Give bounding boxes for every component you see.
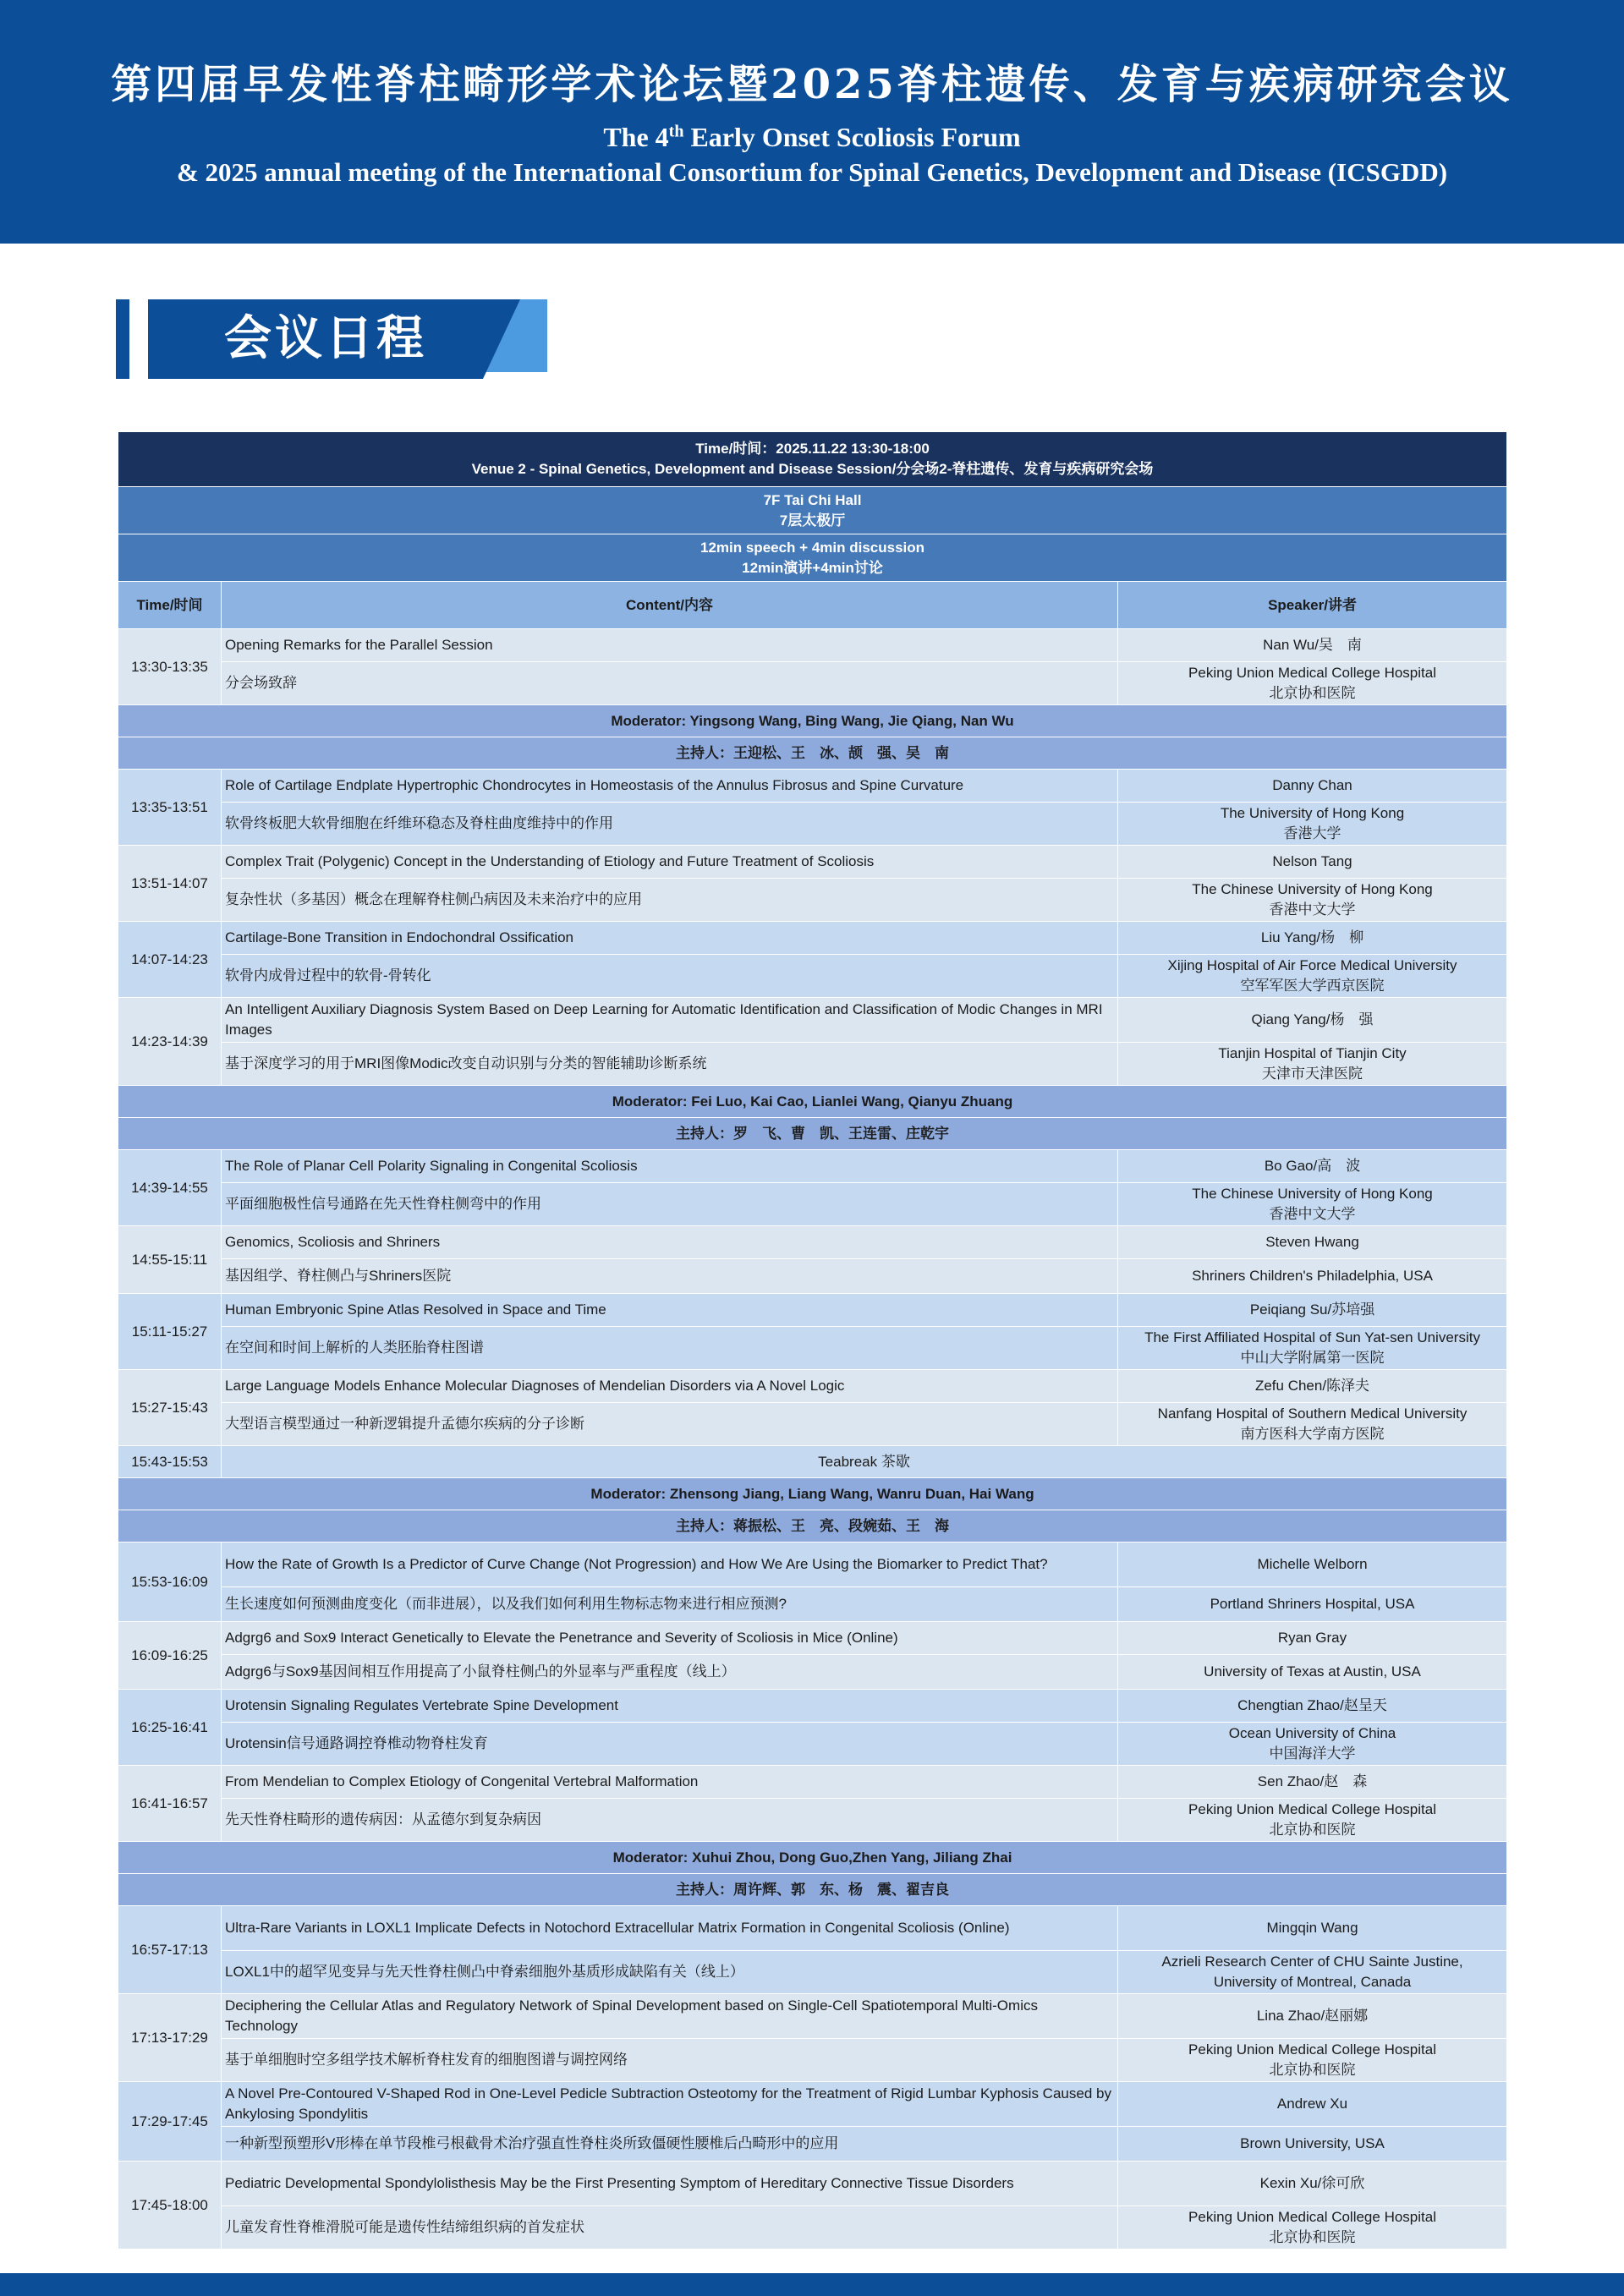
header-banner xyxy=(0,0,1624,244)
affiliation-line1: Ocean University of China xyxy=(1228,1725,1396,1741)
speaker-affiliation xyxy=(1118,1259,1507,1294)
talk-row-cn xyxy=(118,803,1507,846)
time-cell: 15:43-15:53 xyxy=(118,1446,222,1478)
speaker-name: Qiang Yang/杨 强 xyxy=(1118,998,1507,1043)
affiliation-line1: Peking Union Medical College Hospital xyxy=(1188,2209,1436,2225)
format-cn: 12min演讲+4min讨论 xyxy=(742,559,883,576)
talk-title-cn: 大型语言模型通过一种新逻辑提升孟德尔疾病的分子诊断 xyxy=(222,1403,1118,1446)
break-row xyxy=(118,1446,1507,1478)
time-cell: 15:11-15:27 xyxy=(118,1294,222,1370)
speaker-name: Nan Wu/吴 南 xyxy=(1118,629,1507,662)
speaker-affiliation xyxy=(1118,1403,1507,1446)
talk-title-en: Cartilage-Bone Transition in Endochondral Ossification xyxy=(222,922,1118,955)
speaker-affiliation xyxy=(1118,1587,1507,1622)
talk-row-cn xyxy=(118,1183,1507,1226)
title-english-line2: & 2025 annual meeting of the International Consortium for Spinal Genetics, Development and Disease (ICSGDD) xyxy=(176,157,1448,187)
hall-cn: 7层太极厅 xyxy=(779,512,846,529)
moderator-row xyxy=(118,1510,1507,1543)
talk-title-cn: 在空间和时间上解析的人类胚胎脊柱图谱 xyxy=(222,1327,1118,1370)
hall-info xyxy=(118,487,1507,534)
hall-en: 7F Tai Chi Hall xyxy=(763,491,862,508)
section-title: 会议日程 xyxy=(224,311,427,366)
section-heading xyxy=(116,299,547,379)
schedule-table xyxy=(118,431,1507,2249)
column-header-speaker: Speaker/讲者 xyxy=(1118,582,1507,629)
speaker-name: Danny Chan xyxy=(1118,770,1507,803)
talk-title-en: How the Rate of Growth Is a Predictor of Curve Change (Not Progression) and How We Are Using the Biomarker to Predict That? xyxy=(222,1543,1118,1587)
session-info xyxy=(118,432,1507,487)
talk-title-cn: Urotensin信号通路调控脊椎动物脊柱发育 xyxy=(222,1723,1118,1766)
talk-row-cn xyxy=(118,2039,1507,2082)
talk-row-cn xyxy=(118,1723,1507,1766)
talk-row xyxy=(118,2082,1507,2127)
speaker-name: Peiqiang Su/苏培强 xyxy=(1118,1294,1507,1327)
speaker-affiliation xyxy=(1118,879,1507,922)
talk-title-en: Opening Remarks for the Parallel Session xyxy=(222,629,1118,662)
talk-row xyxy=(118,1294,1507,1327)
talk-row-cn xyxy=(118,1799,1507,1842)
moderator-row xyxy=(118,705,1507,737)
speaker-affiliation xyxy=(1118,1951,1507,1994)
talk-row xyxy=(118,1622,1507,1655)
affiliation-line1: Peking Union Medical College Hospital xyxy=(1188,1801,1436,1817)
speaker-name: Michelle Welborn xyxy=(1118,1543,1507,1587)
moderator-text: Moderator: Fei Luo, Kai Cao, Lianlei Wang, Qianyu Zhuang xyxy=(118,1086,1507,1118)
talk-row xyxy=(118,1226,1507,1259)
title-english xyxy=(0,120,1624,154)
talk-title-en: Ultra-Rare Variants in LOXL1 Implicate Defects in Notochord Extracellular Matrix Formation in Congenital Scoliosis (Online) xyxy=(222,1906,1118,1951)
session-venue: Venue 2 - Spinal Genetics, Development and Disease Session/分会场2-脊柱遗传、发育与疾病研究会场 xyxy=(471,461,1154,477)
time-cell: 15:53-16:09 xyxy=(118,1543,222,1622)
time-cell: 14:39-14:55 xyxy=(118,1150,222,1226)
affiliation-line2: 香港中文大学 xyxy=(1269,1206,1356,1222)
speaker-name: Bo Gao/高 波 xyxy=(1118,1150,1507,1183)
moderator-text: Moderator: Yingsong Wang, Bing Wang, Jie Qiang, Nan Wu xyxy=(118,705,1507,737)
talk-title-cn: 基因组学、脊柱侧凸与Shriners医院 xyxy=(222,1259,1118,1294)
speaker-affiliation xyxy=(1118,1043,1507,1086)
time-cell: 14:07-14:23 xyxy=(118,922,222,998)
moderator-row xyxy=(118,1086,1507,1118)
title-en-sup: th xyxy=(668,122,684,141)
affiliation-line1: Brown University, USA xyxy=(1240,2135,1385,2151)
title-chinese: 第四届早发性脊柱畸形学术论坛暨2025脊柱遗传、发育与疾病研究会议 xyxy=(111,61,1513,108)
speaker-name: Liu Yang/杨 柳 xyxy=(1118,922,1507,955)
speaker-affiliation xyxy=(1118,1183,1507,1226)
section-accent-bar xyxy=(116,299,129,379)
affiliation-line1: Peking Union Medical College Hospital xyxy=(1188,2041,1436,2058)
affiliation-line1: Azrieli Research Center of CHU Sainte Justine, xyxy=(1161,1954,1463,1970)
affiliation-line2: University of Montreal, Canada xyxy=(1213,1974,1412,1990)
talk-row-cn xyxy=(118,1043,1507,1086)
moderator-row xyxy=(118,737,1507,770)
talk-row xyxy=(118,770,1507,803)
talk-title-cn: Adgrg6与Sox9基因间相互作用提高了小鼠脊柱侧凸的外显率与严重程度（线上） xyxy=(222,1655,1118,1690)
moderator-row xyxy=(118,1118,1507,1150)
speaker-name: Kexin Xu/徐可欣 xyxy=(1118,2162,1507,2206)
moderator-row xyxy=(118,1478,1507,1510)
time-cell: 14:23-14:39 xyxy=(118,998,222,1086)
talk-title-en: Deciphering the Cellular Atlas and Regulatory Network of Spinal Development based on Single-Cell Spatiotemporal Multi-Omics Technology xyxy=(222,1994,1118,2039)
break-text: Teabreak 茶歇 xyxy=(222,1446,1507,1478)
talk-title-en: The Role of Planar Cell Polarity Signaling in Congenital Scoliosis xyxy=(222,1150,1118,1183)
affiliation-line1: The First Affiliated Hospital of Sun Yat-sen University xyxy=(1144,1329,1480,1345)
affiliation-line1: Xijing Hospital of Air Force Medical University xyxy=(1167,957,1457,973)
affiliation-line1: The Chinese University of Hong Kong xyxy=(1192,881,1433,897)
affiliation-line2: 北京协和医院 xyxy=(1269,2062,1356,2078)
talk-title-en: An Intelligent Auxiliary Diagnosis System Based on Deep Learning for Automatic Identification and Classification of Modic Changes in MRI Images xyxy=(222,998,1118,1043)
talk-title-en: A Novel Pre-Contoured V-Shaped Rod in One-Level Pedicle Subtraction Osteotomy for the Treatment of Rigid Lumbar Kyphosis Caused by Ankylosing Spondylitis xyxy=(222,2082,1118,2127)
column-header-content: Content/内容 xyxy=(222,582,1118,629)
speaker-name: Chengtian Zhao/赵呈天 xyxy=(1118,1690,1507,1723)
speaker-name: Mingqin Wang xyxy=(1118,1906,1507,1951)
talk-row-cn xyxy=(118,1403,1507,1446)
talk-row-cn xyxy=(118,879,1507,922)
time-cell: 17:13-17:29 xyxy=(118,1994,222,2082)
speaker-affiliation xyxy=(1118,803,1507,846)
talk-row xyxy=(118,1150,1507,1183)
talk-row xyxy=(118,922,1507,955)
time-cell: 13:30-13:35 xyxy=(118,629,222,705)
talk-row xyxy=(118,629,1507,662)
time-cell: 16:57-17:13 xyxy=(118,1906,222,1994)
talk-row xyxy=(118,1370,1507,1403)
time-cell: 17:29-17:45 xyxy=(118,2082,222,2162)
moderator-text: Moderator: Xuhui Zhou, Dong Guo,Zhen Yang, Jiliang Zhai xyxy=(118,1842,1507,1874)
talk-title-en: From Mendelian to Complex Etiology of Congenital Vertebral Malformation xyxy=(222,1766,1118,1799)
column-header-row xyxy=(118,582,1507,629)
talk-title-cn: 先天性脊柱畸形的遗传病因：从孟德尔到复杂病因 xyxy=(222,1799,1118,1842)
speaker-name: Andrew Xu xyxy=(1118,2082,1507,2127)
speaker-affiliation xyxy=(1118,662,1507,705)
affiliation-line1: University of Texas at Austin, USA xyxy=(1204,1663,1421,1680)
talk-title-en: Complex Trait (Polygenic) Concept in the Understanding of Etiology and Future Treatment of Scoliosis xyxy=(222,846,1118,879)
affiliation-line2: 空军军医大学西京医院 xyxy=(1240,978,1385,994)
talk-title-en: Large Language Models Enhance Molecular Diagnoses of Mendelian Disorders via A Novel Logic xyxy=(222,1370,1118,1403)
affiliation-line1: The University of Hong Kong xyxy=(1220,805,1405,821)
time-cell: 16:25-16:41 xyxy=(118,1690,222,1766)
talk-title-cn: 一种新型预塑形V形棒在单节段椎弓根截骨术治疗强直性脊柱炎所致僵硬性腰椎后凸畸形中的应用 xyxy=(222,2127,1118,2162)
moderator-text: 主持人：周许辉、郭 东、杨 震、翟吉良 xyxy=(118,1874,1507,1906)
affiliation-line1: Nanfang Hospital of Southern Medical University xyxy=(1157,1406,1468,1422)
time-cell: 15:27-15:43 xyxy=(118,1370,222,1446)
speaker-name: Nelson Tang xyxy=(1118,846,1507,879)
talk-title-cn: 软骨终板肥大软骨细胞在纤维环稳态及脊柱曲度维持中的作用 xyxy=(222,803,1118,846)
affiliation-line1: Peking Union Medical College Hospital xyxy=(1188,665,1436,681)
time-cell: 13:51-14:07 xyxy=(118,846,222,922)
speaker-affiliation xyxy=(1118,2127,1507,2162)
talk-title-cn: 复杂性状（多基因）概念在理解脊柱侧凸病因及未来治疗中的应用 xyxy=(222,879,1118,922)
affiliation-line2: 中山大学附属第一医院 xyxy=(1240,1350,1385,1366)
talk-row xyxy=(118,1994,1507,2039)
talk-title-cn: 儿童发育性脊椎滑脱可能是遗传性结缔组织病的首发症状 xyxy=(222,2206,1118,2249)
session-time: Time/时间：2025.11.22 13:30-18:00 xyxy=(695,441,930,457)
time-cell: 16:41-16:57 xyxy=(118,1766,222,1842)
format-en: 12min speech + 4min discussion xyxy=(700,539,925,556)
talk-title-en: Genomics, Scoliosis and Shriners xyxy=(222,1226,1118,1259)
talk-row-cn xyxy=(118,1951,1507,1994)
talk-title-cn: 基于深度学习的用于MRI图像Modic改变自动识别与分类的智能辅助诊断系统 xyxy=(222,1043,1118,1086)
talk-row-cn xyxy=(118,2127,1507,2162)
time-cell: 13:35-13:51 xyxy=(118,770,222,846)
talk-row xyxy=(118,1690,1507,1723)
speaker-affiliation xyxy=(1118,955,1507,998)
speaker-name: Zefu Chen/陈泽夫 xyxy=(1118,1370,1507,1403)
affiliation-line2: 天津市天津医院 xyxy=(1262,1066,1363,1082)
talk-row-cn xyxy=(118,955,1507,998)
moderator-text: 主持人：王迎松、王 冰、颉 强、吴 南 xyxy=(118,737,1507,770)
talk-row xyxy=(118,1543,1507,1587)
affiliation-line2: 南方医科大学南方医院 xyxy=(1240,1426,1385,1442)
title-en-rest: Early Onset Scoliosis Forum xyxy=(683,122,1021,152)
talk-title-en: Adgrg6 and Sox9 Interact Genetically to Elevate the Penetrance and Severity of Scoliosis in Mice (Online) xyxy=(222,1622,1118,1655)
moderator-row xyxy=(118,1874,1507,1906)
talk-row-cn xyxy=(118,662,1507,705)
talk-row-cn xyxy=(118,1327,1507,1370)
affiliation-line1: Shriners Children's Philadelphia, USA xyxy=(1192,1268,1433,1284)
talk-row-cn xyxy=(118,1587,1507,1622)
speaker-name: Ryan Gray xyxy=(1118,1622,1507,1655)
talk-title-en: Role of Cartilage Endplate Hypertrophic Chondrocytes in Homeostasis of the Annulus Fibrosus and Spine Curvature xyxy=(222,770,1118,803)
column-header-time: Time/时间 xyxy=(118,582,222,629)
affiliation-line2: 香港中文大学 xyxy=(1269,901,1356,918)
talk-title-cn: LOXL1中的超罕见变异与先天性脊柱侧凸中脊索细胞外基质形成缺陷有关（线上） xyxy=(222,1951,1118,1994)
talk-row-cn xyxy=(118,2206,1507,2249)
affiliation-line1: Portland Shriners Hospital, USA xyxy=(1210,1596,1415,1612)
affiliation-line2: 香港大学 xyxy=(1283,825,1341,841)
talk-title-cn: 平面细胞极性信号通路在先天性脊柱侧弯中的作用 xyxy=(222,1183,1118,1226)
talk-row xyxy=(118,998,1507,1043)
affiliation-line2: 北京协和医院 xyxy=(1269,1822,1356,1838)
speaker-affiliation xyxy=(1118,1655,1507,1690)
speaker-affiliation xyxy=(1118,2039,1507,2082)
affiliation-line1: The Chinese University of Hong Kong xyxy=(1192,1186,1433,1202)
speaker-name: Sen Zhao/赵 森 xyxy=(1118,1766,1507,1799)
talk-title-en: Urotensin Signaling Regulates Vertebrate Spine Development xyxy=(222,1690,1118,1723)
title-en-prefix: The 4 xyxy=(603,122,669,152)
speaker-affiliation xyxy=(1118,1799,1507,1842)
talk-row xyxy=(118,1766,1507,1799)
talk-row-cn xyxy=(118,1655,1507,1690)
affiliation-line2: 北京协和医院 xyxy=(1269,2229,1356,2245)
speaker-affiliation xyxy=(1118,1723,1507,1766)
speaker-name: Steven Hwang xyxy=(1118,1226,1507,1259)
moderator-text: 主持人：蒋振松、王 亮、段婉茹、王 海 xyxy=(118,1510,1507,1543)
moderator-text: 主持人：罗 飞、曹 凯、王连雷、庄乾宇 xyxy=(118,1118,1507,1150)
affiliation-line2: 中国海洋大学 xyxy=(1269,1745,1356,1762)
time-cell: 17:45-18:00 xyxy=(118,2162,222,2249)
time-cell: 16:09-16:25 xyxy=(118,1622,222,1690)
talk-row xyxy=(118,2162,1507,2206)
affiliation-line2: 北京协和医院 xyxy=(1269,685,1356,701)
talk-title-cn: 生长速度如何预测曲度变化（而非进展），以及我们如何利用生物标志物来进行相应预测? xyxy=(222,1587,1118,1622)
talk-row xyxy=(118,846,1507,879)
speaker-name: Lina Zhao/赵丽娜 xyxy=(1118,1994,1507,2039)
footer-bar xyxy=(0,2273,1624,2296)
talk-title-en: Pediatric Developmental Spondylolisthesis May be the First Presenting Symptom of Hereditary Connective Tissue Disorders xyxy=(222,2162,1118,2206)
moderator-text: Moderator: Zhensong Jiang, Liang Wang, Wanru Duan, Hai Wang xyxy=(118,1478,1507,1510)
talk-title-cn: 基于单细胞时空多组学技术解析脊柱发育的细胞图谱与调控网络 xyxy=(222,2039,1118,2082)
time-cell: 14:55-15:11 xyxy=(118,1226,222,1294)
speaker-affiliation xyxy=(1118,1327,1507,1370)
moderator-row xyxy=(118,1842,1507,1874)
speaker-affiliation xyxy=(1118,2206,1507,2249)
talk-title-cn: 分会场致辞 xyxy=(222,662,1118,705)
talk-title-en: Human Embryonic Spine Atlas Resolved in Space and Time xyxy=(222,1294,1118,1327)
talk-row xyxy=(118,1906,1507,1951)
affiliation-line1: Tianjin Hospital of Tianjin City xyxy=(1218,1045,1407,1061)
format-info xyxy=(118,534,1507,582)
talk-title-cn: 软骨内成骨过程中的软骨-骨转化 xyxy=(222,955,1118,998)
talk-row-cn xyxy=(118,1259,1507,1294)
